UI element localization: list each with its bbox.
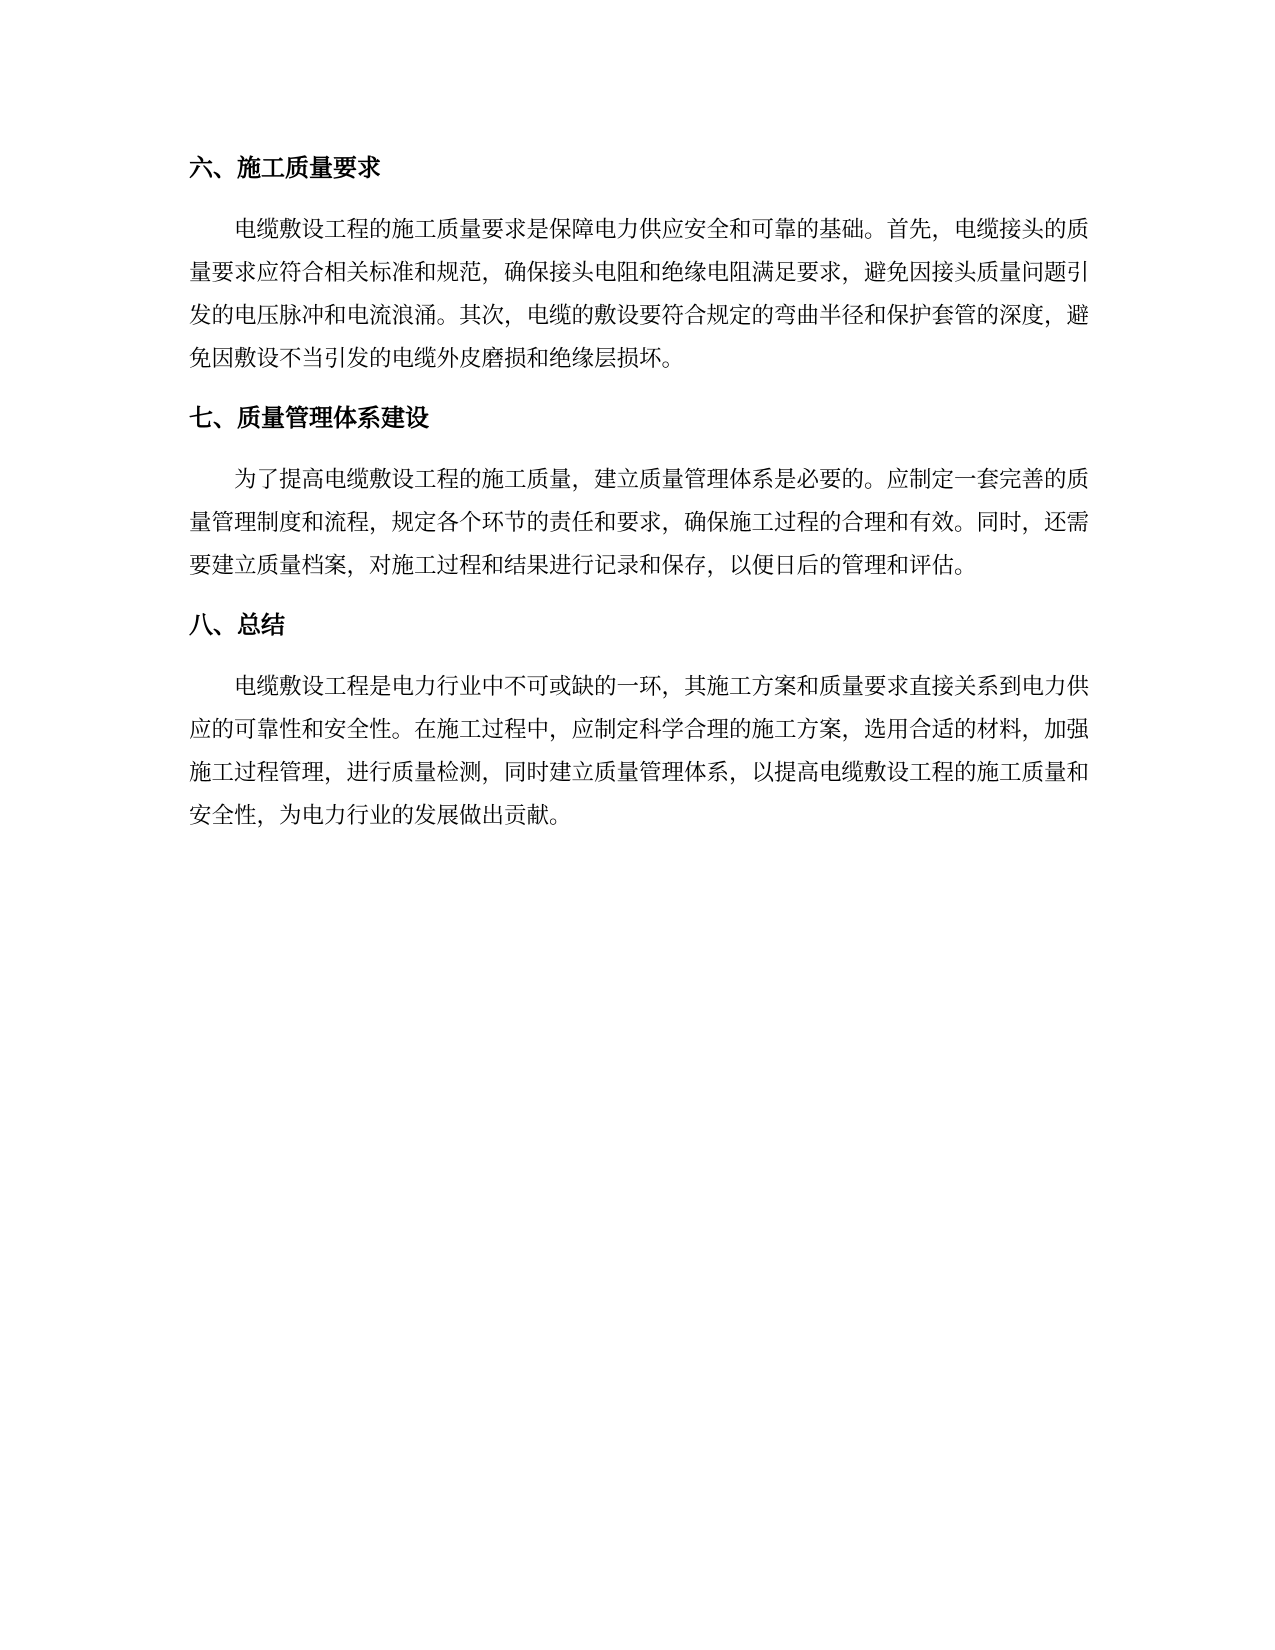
section-paragraph-summary: 电缆敷设工程是电力行业中不可或缺的一环，其施工方案和质量要求直接关系到电力供应的可靠性和安全性。在施工过程中，应制定科学合理的施工方案，选用合适的材料，加强施工过程管理，进行质量检测，同时建立质量管理体系，以提高电缆敷设工程的施工质量和安全性，为电力行业的发展做出贡献。 bbox=[189, 674, 1090, 829]
document-body bbox=[189, 150, 1089, 838]
section-paragraph-quality-management: 为了提高电缆敷设工程的施工质量，建立质量管理体系是必要的。应制定一套完善的质量管理制度和流程，规定各个环节的责任和要求，确保施工过程的合理和有效。同时，还需要建立质量档案，对施工过程和结果进行记录和保存，以便日后的管理和评估。 bbox=[189, 467, 1090, 579]
section-heading-summary: 八、总结 bbox=[189, 611, 285, 639]
section-heading-quality-management: 七、质量管理体系建设 bbox=[189, 404, 429, 432]
section-paragraph-construction-quality: 电缆敷设工程的施工质量要求是保障电力供应安全和可靠的基础。首先，电缆接头的质量要求应符合相关标准和规范，确保接头电阻和绝缘电阻满足要求，避免因接头质量问题引发的电压脉冲和电流浪涌。其次，电缆的敷设要符合规定的弯曲半径和保护套管的深度，避免因敷设不当引发的电缆外皮磨损和绝缘层损坏。 bbox=[189, 217, 1090, 372]
section-heading-construction-quality: 六、施工质量要求 bbox=[189, 154, 381, 182]
